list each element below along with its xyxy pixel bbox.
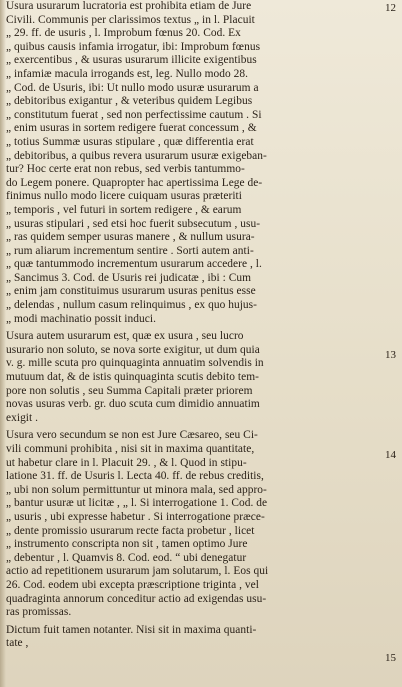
text-line: „ usuris , ubi expresse habetur . Si interrogatione præce- <box>6 510 265 523</box>
text-line: „ Sancimus 3. Cod. de Usuris rei judicatæ , ibi : Cum <box>6 271 251 284</box>
margin-number: 14 <box>385 449 396 461</box>
text-line: Usura vero secundum se non est Jure Cæsareo, seu Ci- <box>6 429 258 442</box>
text-line: mutuum dat, & de istis quinquaginta scutis debito tem- <box>6 371 259 384</box>
text-line: „ enim usuras in sortem redigere fuerat concessum , & <box>6 122 257 135</box>
text-line: „ delendas , nullum casum relinquimus , ex quo hujus- <box>6 299 257 312</box>
text-line: Usura usurarum lucratoria est prohibita etiam de Jure <box>6 0 252 12</box>
text-line: tate , <box>6 637 29 650</box>
margin-number: 12 <box>385 2 396 14</box>
text-line: „ quibus causis infamia irrogatur, ibi: Improbum fœnus <box>6 40 261 53</box>
text-line: tur? Hoc certe erat non rebus, sed verbis tantummo- <box>6 163 245 176</box>
text-line: do Legem ponere. Quapropter hac apertissima Lege de- <box>6 176 263 189</box>
text-line: quadraginta annorum conceditur actio ad exigendas usu- <box>6 592 267 605</box>
text-line: actio ad repetitionem usurarum jam solutarum, l. Eos qui <box>6 565 269 578</box>
text-line: pore non solutis , seu Summa Capitali præter priorem <box>6 384 253 397</box>
text-line: „ ubi non solum permittuntur ut minora mala, sed appro- <box>6 483 267 496</box>
text-line: ras promissas. <box>6 606 72 619</box>
text-line: „ dente promissio usurarum recte facta probetur , licet <box>6 524 255 537</box>
text-line: „ instrumento conscripta non sit , tamen optimo Jure <box>6 538 248 551</box>
text-line: „ Cod. de Usuris, ibi: Ut nullo modo usuræ usurarum a <box>6 81 259 94</box>
text-line: „ 29. ff. de usuris , l. Improbum fœnus 20. Cod. Ex <box>6 27 241 40</box>
text-line: 26. Cod. eodem ubi excepta præscriptione triginta , vel <box>6 578 259 591</box>
text-line: „ quæ tantummodo incrementum usurarum accedere , l. <box>6 258 262 271</box>
text-line: „ modi machinatio possit induci. <box>6 312 156 325</box>
body-text <box>6 0 378 651</box>
text-line: „ exercentibus , & usuras usurarum illicite exigentibus <box>6 54 257 67</box>
text-line: v. g. mille scuta pro quinquaginta annuatim solvendis in <box>6 357 264 370</box>
text-line: „ enim jam constituimus usurarum usuras penitus esse <box>6 285 256 298</box>
text-line: „ debitoribus, a quibus revera usurarum usuræ exigeban- <box>6 149 267 162</box>
text-line: latione 31. ff. de Usuris l. Lecta 40. ff. de rebus creditis, <box>6 470 264 483</box>
text-line: novas usuras verb. gr. duo scuta cum dimidio annuatim <box>6 398 260 411</box>
margin-number: 15 <box>385 652 396 664</box>
text-line: „ debitoribus exigantur , & veteribus quidem Legibus <box>6 95 253 108</box>
text-line: „ debentur , l. Quamvis 8. Cod. eod. “ ubi denegatur <box>6 551 247 564</box>
text-line: „ temporis , vel futuri in sortem redigere , & earum <box>6 203 242 216</box>
text-line: „ ras quidem semper usuras manere , & nullum usura- <box>6 231 255 244</box>
text-line: Dictum fuit tamen notanter. Nisi sit in maxima quanti- <box>6 623 257 636</box>
text-line: vili communi prohibita , nisi sit in maxima quantitate, <box>6 443 255 455</box>
text-line: exigit . <box>6 411 39 424</box>
text-line: „ infamiæ macula irrogands est, leg. Nullo modo 28. <box>6 67 249 80</box>
text-line: „ usuras stipulari , sed etsi hoc fuerit subsecutum , usu- <box>6 217 261 230</box>
text-line: usurario non soluto, se nova sorte exigitur, ut dum quia <box>6 343 260 356</box>
margin-number: 13 <box>385 349 396 361</box>
text-line: finimus nullo modo licere cuiquam usuras præteriti <box>6 190 242 203</box>
text-line: Civili. Communis per clarissimos textus „ in l. Placuit <box>6 13 255 26</box>
text-line: ut habetur clare in l. Placuit 29. , & l. Quod in stipu- <box>6 456 247 469</box>
text-line: „ rum aliarum incrementum sentire . Sorti autem anti- <box>6 244 254 257</box>
text-line: „ constitutum fuerat , sed non perfectissime cautum . Si <box>6 108 262 121</box>
text-line: „ totius Summæ usuras stipulare , quæ differentia erat <box>6 135 254 148</box>
text-line: „ bantur usuræ ut licitæ , „ l. Si interrogatione 1. Cod. de <box>6 497 268 510</box>
text-line: Usura autem usurarum est, quæ ex usura , seu lucro <box>6 330 244 343</box>
